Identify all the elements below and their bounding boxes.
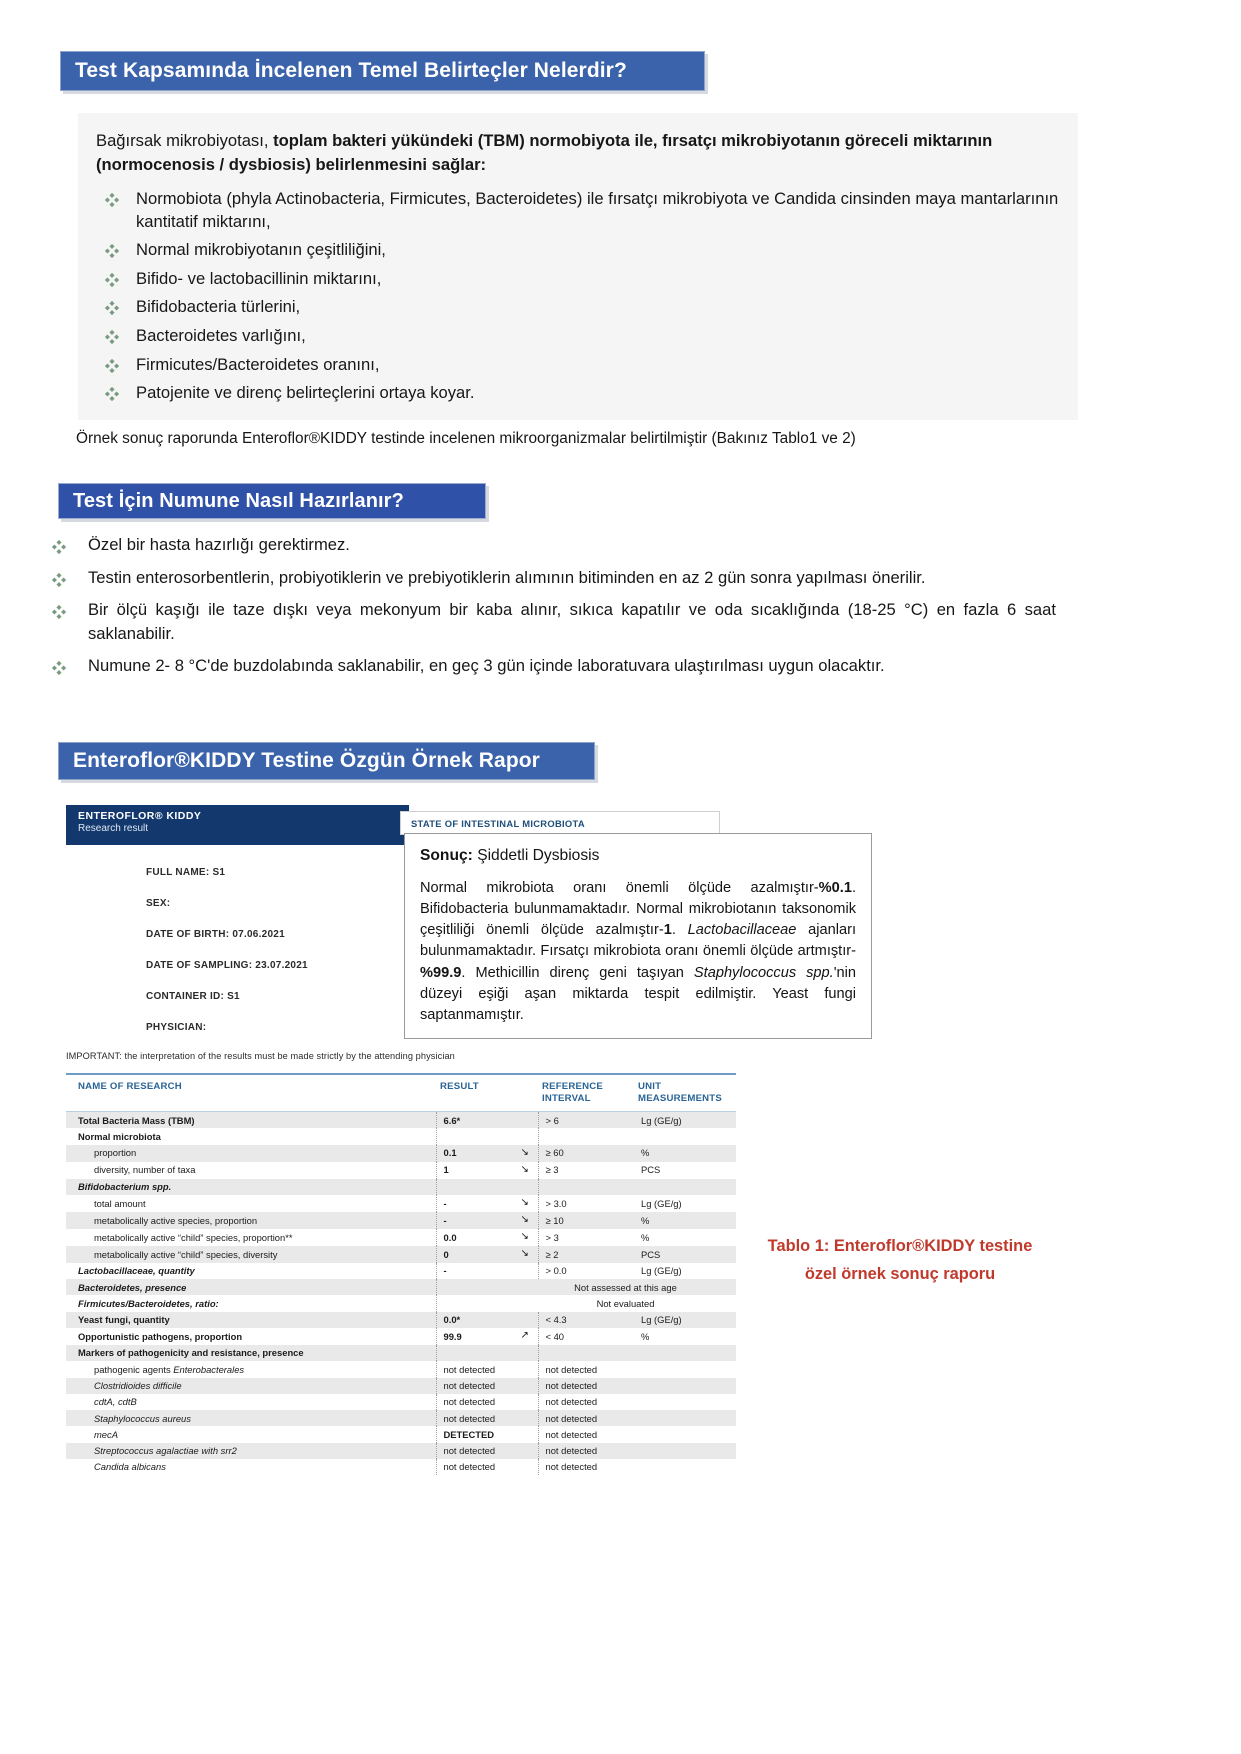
patient-field-full-name: FULL NAME: S1 — [146, 867, 226, 878]
diamond-cluster-icon — [52, 537, 66, 551]
column-header-unit — [634, 1074, 736, 1112]
conclusion-p1-value: %0.1 — [818, 880, 852, 896]
column-header-name: NAME OF RESEARCH — [66, 1074, 436, 1112]
cell-reference-interval: > 3 — [538, 1229, 634, 1246]
patient-field-sex: SEX: — [146, 898, 171, 909]
cell-reference-interval — [538, 1179, 634, 1195]
patient-field-physician: PHYSICIAN: — [146, 1022, 207, 1033]
cell-result: 6.6* — [436, 1112, 512, 1129]
cell-research-name: Staphylococcus aureus — [66, 1410, 436, 1426]
table-row — [66, 1212, 736, 1229]
list-item-label: Firmicutes/Bacteroidetes oranını, — [136, 354, 380, 374]
list-item-label: Bir ölçü kaşığı ile taze dışkı veya mekonyum bir kaba alınır, sıkıca kapatılır ve oda sıcaklığında (18-25 °C) en fazla 6 saat saklanabilir. — [88, 600, 1056, 643]
table-row — [66, 1328, 736, 1345]
table-row — [66, 1279, 736, 1295]
column-header-reference-l2: INTERVAL — [542, 1092, 591, 1104]
intro-lead-paragraph — [96, 129, 1060, 176]
cell-unit-measurement: Lg (GE/g) — [634, 1112, 736, 1129]
cell-reference-note: Not evaluated — [596, 1297, 655, 1309]
cell-reference-interval — [538, 1345, 634, 1361]
cell-result: not detected — [436, 1443, 512, 1459]
cell-research-name: diversity, number of taxa — [94, 1164, 196, 1176]
cell-result: not detected — [436, 1394, 512, 1410]
cell-unit-measurement — [634, 1426, 736, 1442]
cell-arrow — [512, 1263, 538, 1279]
table-row — [66, 1394, 736, 1410]
list-item — [96, 354, 1060, 377]
cell-result: not detected — [436, 1410, 512, 1426]
cell-arrow — [512, 1112, 538, 1129]
cell-result: not detected — [436, 1361, 512, 1377]
report-brand-bar — [66, 805, 409, 845]
conclusion-p2-value: 1 — [663, 922, 672, 939]
cell-arrow — [512, 1443, 538, 1459]
cell-reference-interval: not detected — [538, 1394, 634, 1410]
cell-research-name: Bacteroidetes, presence — [66, 1279, 436, 1295]
cell-research-name: proportion — [66, 1145, 436, 1162]
section-heading-sample-prep — [58, 483, 486, 519]
cell-reference-interval: < 4.3 — [538, 1312, 634, 1328]
column-header-reference — [538, 1074, 634, 1112]
cell-reference-interval: ≥ 2 — [538, 1246, 634, 1263]
cell-reference-note: Not assessed at this age — [512, 1279, 736, 1295]
list-item — [46, 598, 1056, 645]
section-heading-markers-label: Test Kapsamında İncelenen Temel Belirteçler Nelerdir? — [75, 59, 627, 82]
diamond-cluster-icon — [105, 299, 119, 313]
cell-research-name: mecA — [94, 1428, 118, 1440]
sample-report-figure — [66, 805, 856, 1473]
cell-research-name: Normal microbiota — [78, 1130, 161, 1142]
cell-result: 1 — [436, 1162, 512, 1179]
list-item-label: Numune 2- 8 °C'de buzdolabında saklanabilir, en geç 3 gün içinde laboratuvara ulaştırılması uygun olacaktır. — [88, 656, 885, 676]
cell-research-name: Total Bacteria Mass (TBM) — [66, 1112, 436, 1129]
list-item-label: Bacteroidetes varlığını, — [136, 325, 306, 345]
cell-reference-interval — [538, 1128, 634, 1144]
cell-unit-measurement: % — [634, 1145, 736, 1162]
cell-reference-interval: ≥ 60 — [538, 1145, 634, 1162]
table-row — [66, 1263, 736, 1279]
cell-unit-measurement: Lg (GE/g) — [641, 1265, 682, 1277]
column-header-reference-l1: REFERENCE — [542, 1081, 603, 1092]
cell-result: 0.1 — [436, 1145, 512, 1162]
table-row — [66, 1361, 736, 1377]
cell-result: DETECTED — [436, 1426, 512, 1442]
cell-reference-interval: > 0.0 — [538, 1263, 634, 1279]
intro-lead-bold: toplam bakteri yükündeki (TBM) normobiyota ile, fırsatçı mikrobiyotanın göreceli miktarının (normocenosis / dysbiosis) belirlenmesini sağlar: — [96, 131, 993, 174]
conclusion-p4-value: %99.9 — [420, 964, 462, 981]
cell-unit-measurement — [634, 1394, 736, 1410]
list-item-label: Normal mikrobiyotanın çeşitliliğini, — [136, 240, 386, 260]
table-row — [66, 1443, 736, 1459]
diamond-cluster-icon — [105, 357, 119, 371]
report-brand-subtitle: Research result — [78, 823, 149, 835]
diamond-cluster-icon — [105, 191, 119, 205]
cell-result: 0.0* — [436, 1312, 512, 1328]
table-header-row — [66, 1074, 736, 1112]
cell-unit-measurement — [634, 1345, 736, 1361]
cell-reference-interval: ≥ 10 — [538, 1212, 634, 1229]
list-item-label: Testin enterosorbentlerin, probiyotiklerin ve prebiyotiklerin alımının bitiminden en az 2 gün sonra yapılması önerilir. — [88, 567, 926, 587]
cell-research-name: Lactobacillaceae, quantity — [78, 1265, 195, 1277]
list-item — [46, 566, 1056, 590]
table-row — [66, 1378, 736, 1394]
cell-result — [436, 1345, 512, 1361]
cell-unit-measurement — [634, 1410, 736, 1426]
intro-lead-plain: Bağırsak mikrobiyotası, — [96, 131, 274, 150]
list-item-label: Özel bir hasta hazırlığı gerektirmez. — [88, 535, 350, 554]
cell-unit-measurement — [634, 1459, 736, 1475]
list-item — [96, 188, 1060, 233]
cell-unit-measurement: Lg (GE/g) — [641, 1197, 682, 1209]
patient-field-date-of-sampling: DATE OF SAMPLING: 23.07.2021 — [146, 960, 308, 971]
table-row — [66, 1410, 736, 1426]
cell-unit-measurement — [634, 1361, 736, 1377]
cell-result — [436, 1295, 512, 1311]
results-table-body — [66, 1112, 736, 1476]
cell-research-name: Markers of pathogenicity and resistance, presence — [66, 1345, 436, 1361]
cell-research-name: Streptococcus agalactiae with srr2 — [66, 1443, 436, 1459]
table-row — [66, 1459, 736, 1475]
list-item-label: Bifido- ve lactobacillinin miktarını, — [136, 268, 382, 288]
conclusion-value: Şiddetli Dysbiosis — [477, 847, 600, 864]
list-item-label: Normobiota (phyla Actinobacteria, Firmicutes, Bacteroidetes) ile fırsatçı mikrobiyota ve Candida cinsinden maya mantarlarının kantitatif miktarını, — [136, 189, 1059, 231]
table-row — [66, 1179, 736, 1195]
cell-result: - — [436, 1212, 512, 1229]
table-row — [66, 1128, 736, 1144]
column-header-unit-l1: UNIT — [638, 1081, 662, 1092]
cell-reference-interval: not detected — [538, 1361, 634, 1377]
cell-unit-measurement: % — [641, 1231, 650, 1243]
cell-research-name: metabolically active “child” species, diversity — [66, 1246, 436, 1263]
list-item-label: Patojenite ve direnç belirteçlerini ortaya koyar. — [136, 383, 475, 403]
table-row — [66, 1345, 736, 1361]
cell-result — [436, 1128, 512, 1144]
results-table-head — [66, 1074, 736, 1112]
arrow-down-right-icon: ↘ — [512, 1246, 538, 1263]
cell-reference-interval: < 40 — [538, 1328, 634, 1345]
table-row — [66, 1312, 736, 1328]
diamond-cluster-icon — [52, 602, 66, 616]
report-header-area — [66, 805, 856, 1061]
microbiota-state-label: STATE OF INTESTINAL MICROBIOTA — [411, 817, 585, 829]
conclusion-p6: 'nin düzeyi eşiği aşan miktarda tespit edilmiştir. Yeast fungi saptanmamıştır. — [420, 964, 856, 1023]
column-header-result: RESULT — [436, 1074, 512, 1112]
cell-unit-measurement: PCS — [641, 1164, 661, 1176]
section-heading-sample-report — [58, 742, 595, 780]
arrow-down-right-icon: ↘ — [520, 1231, 529, 1243]
cell-unit-measurement: Lg (GE/g) — [634, 1312, 736, 1328]
cell-arrow — [512, 1378, 538, 1394]
list-item — [96, 325, 1060, 348]
cell-unit-measurement — [634, 1378, 736, 1394]
cell-reference-interval: not detected — [538, 1459, 634, 1475]
arrow-down-right-icon: ↘ — [512, 1212, 538, 1229]
cell-unit-measurement — [634, 1443, 736, 1459]
column-header-unit-l2: MEASUREMENTS — [638, 1092, 722, 1104]
arrow-up-right-icon: ↗ — [520, 1330, 529, 1342]
table-row — [66, 1426, 736, 1442]
cell-arrow — [512, 1459, 538, 1475]
conclusion-box — [404, 833, 872, 1039]
reference-note: Örnek sonuç raporunda Enteroflor®KIDDY testinde incelenen mikroorganizmalar belirtilmiştir (Bakınız Tablo1 ve 2) — [76, 430, 856, 447]
cell-result: - — [436, 1195, 512, 1212]
sample-prep-bullet-list — [46, 533, 1056, 687]
list-item-label: Bifidobacteria türlerini, — [136, 297, 301, 317]
cell-research-name: metabolically active species, proportion — [66, 1212, 436, 1229]
cell-arrow — [512, 1345, 538, 1361]
section-heading-markers — [60, 51, 705, 91]
list-item — [96, 296, 1060, 319]
microbiota-state-strip — [400, 811, 720, 835]
cell-arrow — [512, 1128, 538, 1144]
diamond-cluster-icon — [105, 328, 119, 342]
cell-unit-measurement — [634, 1128, 736, 1144]
cell-research-name: pathogenic agents Enterobacterales — [94, 1363, 245, 1375]
arrow-down-right-icon: ↘ — [512, 1145, 538, 1162]
cell-research-name: Clostridioides difficile — [66, 1378, 436, 1394]
list-item — [96, 382, 1060, 405]
cell-research-name: cdtA, cdtB — [94, 1396, 137, 1408]
conclusion-title — [420, 847, 856, 865]
cell-result: 0 — [436, 1246, 512, 1263]
diamond-cluster-icon — [52, 570, 66, 584]
table-row — [66, 1195, 736, 1212]
conclusion-p2: . Bifidobacteria bulunmamaktadır. Normal mikrobiotanın taksonomik çeşitliliği önemli ölçüde azalmıştır- — [420, 880, 856, 939]
cell-arrow — [512, 1410, 538, 1426]
cell-result — [436, 1179, 512, 1195]
cell-unit-measurement: % — [634, 1212, 736, 1229]
conclusion-taxon-lactobacillaceae: Lactobacillaceae — [687, 922, 797, 939]
cell-arrow — [512, 1361, 538, 1377]
cell-result: not detected — [436, 1459, 512, 1475]
cell-arrow — [512, 1394, 538, 1410]
cell-result: not detected — [436, 1378, 512, 1394]
cell-result: 99.9 — [436, 1328, 512, 1345]
cell-reference-interval: not detected — [538, 1410, 634, 1426]
cell-research-name: Opportunistic pathogens, proportion — [78, 1330, 243, 1342]
cell-arrow — [512, 1312, 538, 1328]
list-item — [96, 239, 1060, 262]
cell-reference-interval: not detected — [538, 1426, 634, 1442]
cell-reference-interval: > 6 — [538, 1112, 634, 1129]
conclusion-label: Sonuç: — [420, 847, 473, 864]
report-brand-name: ENTEROFLOR® KIDDY — [78, 810, 202, 822]
table-row — [66, 1145, 736, 1162]
patient-field-date-of-birth: DATE OF BIRTH: 07.06.2021 — [146, 929, 285, 940]
cell-research-name: total amount — [94, 1197, 146, 1209]
section-heading-sample-prep-label: Test İçin Numune Nasıl Hazırlanır? — [73, 489, 404, 512]
cell-research-name: Candida albicans — [94, 1461, 166, 1473]
cell-reference-interval: not detected — [538, 1378, 634, 1394]
conclusion-p3: . — [671, 922, 688, 939]
cell-unit-measurement — [634, 1179, 736, 1195]
cell-reference-interval: ≥ 3 — [538, 1162, 634, 1179]
results-table-container — [66, 1073, 736, 1475]
cell-research-name: Firmicutes/Bacteroidetes, ratio: — [78, 1297, 219, 1309]
results-table — [66, 1073, 736, 1475]
cell-unit-measurement: % — [641, 1330, 650, 1342]
cell-arrow — [512, 1179, 538, 1195]
diamond-cluster-icon — [105, 271, 119, 285]
conclusion-p4: ajanları bulunmamaktadır. Fırsatçı mikrobiota oranı önemli ölçüde artmıştır- — [420, 922, 856, 960]
table-row — [66, 1295, 736, 1311]
column-header-arrow — [512, 1074, 538, 1112]
arrow-down-right-icon: ↘ — [520, 1164, 529, 1176]
arrow-down-right-icon: ↘ — [520, 1197, 529, 1209]
table-caption-line-2: özel örnek sonuç raporu — [804, 1265, 996, 1284]
diamond-cluster-icon — [105, 242, 119, 256]
cell-research-name: metabolically active “child” species, proportion** — [94, 1231, 293, 1243]
table-row — [66, 1229, 736, 1246]
important-interpretation-note: IMPORTANT: the interpretation of the results must be made strictly by the attending physician — [66, 1051, 455, 1061]
conclusion-p5: . Methicillin direnç geni taşıyan — [461, 964, 694, 981]
conclusion-p1: Normal mikrobiota oranı önemli ölçüde azalmıştır- — [420, 880, 819, 896]
cell-result: - — [436, 1263, 512, 1279]
diamond-cluster-icon — [105, 385, 119, 399]
cell-research-name: Yeast fungi, quantity — [66, 1312, 436, 1328]
table-caption — [735, 1232, 1065, 1288]
list-item — [46, 533, 1056, 557]
conclusion-body — [420, 878, 856, 1026]
cell-reference-interval: not detected — [538, 1443, 634, 1459]
diamond-cluster-icon — [52, 658, 66, 672]
cell-result — [436, 1279, 512, 1295]
table-row — [66, 1246, 736, 1263]
patient-field-container-id: CONTAINER ID: S1 — [146, 991, 240, 1002]
table-row — [66, 1162, 736, 1179]
intro-bullet-list — [96, 188, 1060, 405]
section-heading-sample-report-label: Enteroflor®KIDDY Testine Özgün Örnek Rapor — [73, 749, 540, 772]
conclusion-taxon-staphylococcus: Staphylococcus spp. — [693, 964, 834, 981]
list-item — [46, 654, 1056, 678]
cell-research-name: Bifidobacterium spp. — [66, 1179, 436, 1195]
cell-arrow — [512, 1426, 538, 1442]
cell-reference-interval: > 3.0 — [538, 1195, 634, 1212]
table-caption-line-1: Tablo 1: Enteroflor®KIDDY testine — [767, 1237, 1033, 1255]
cell-unit-measurement: PCS — [634, 1246, 736, 1263]
table-row — [66, 1112, 736, 1129]
intro-panel — [78, 113, 1078, 420]
list-item — [96, 268, 1060, 291]
cell-result: 0.0 — [436, 1229, 512, 1246]
